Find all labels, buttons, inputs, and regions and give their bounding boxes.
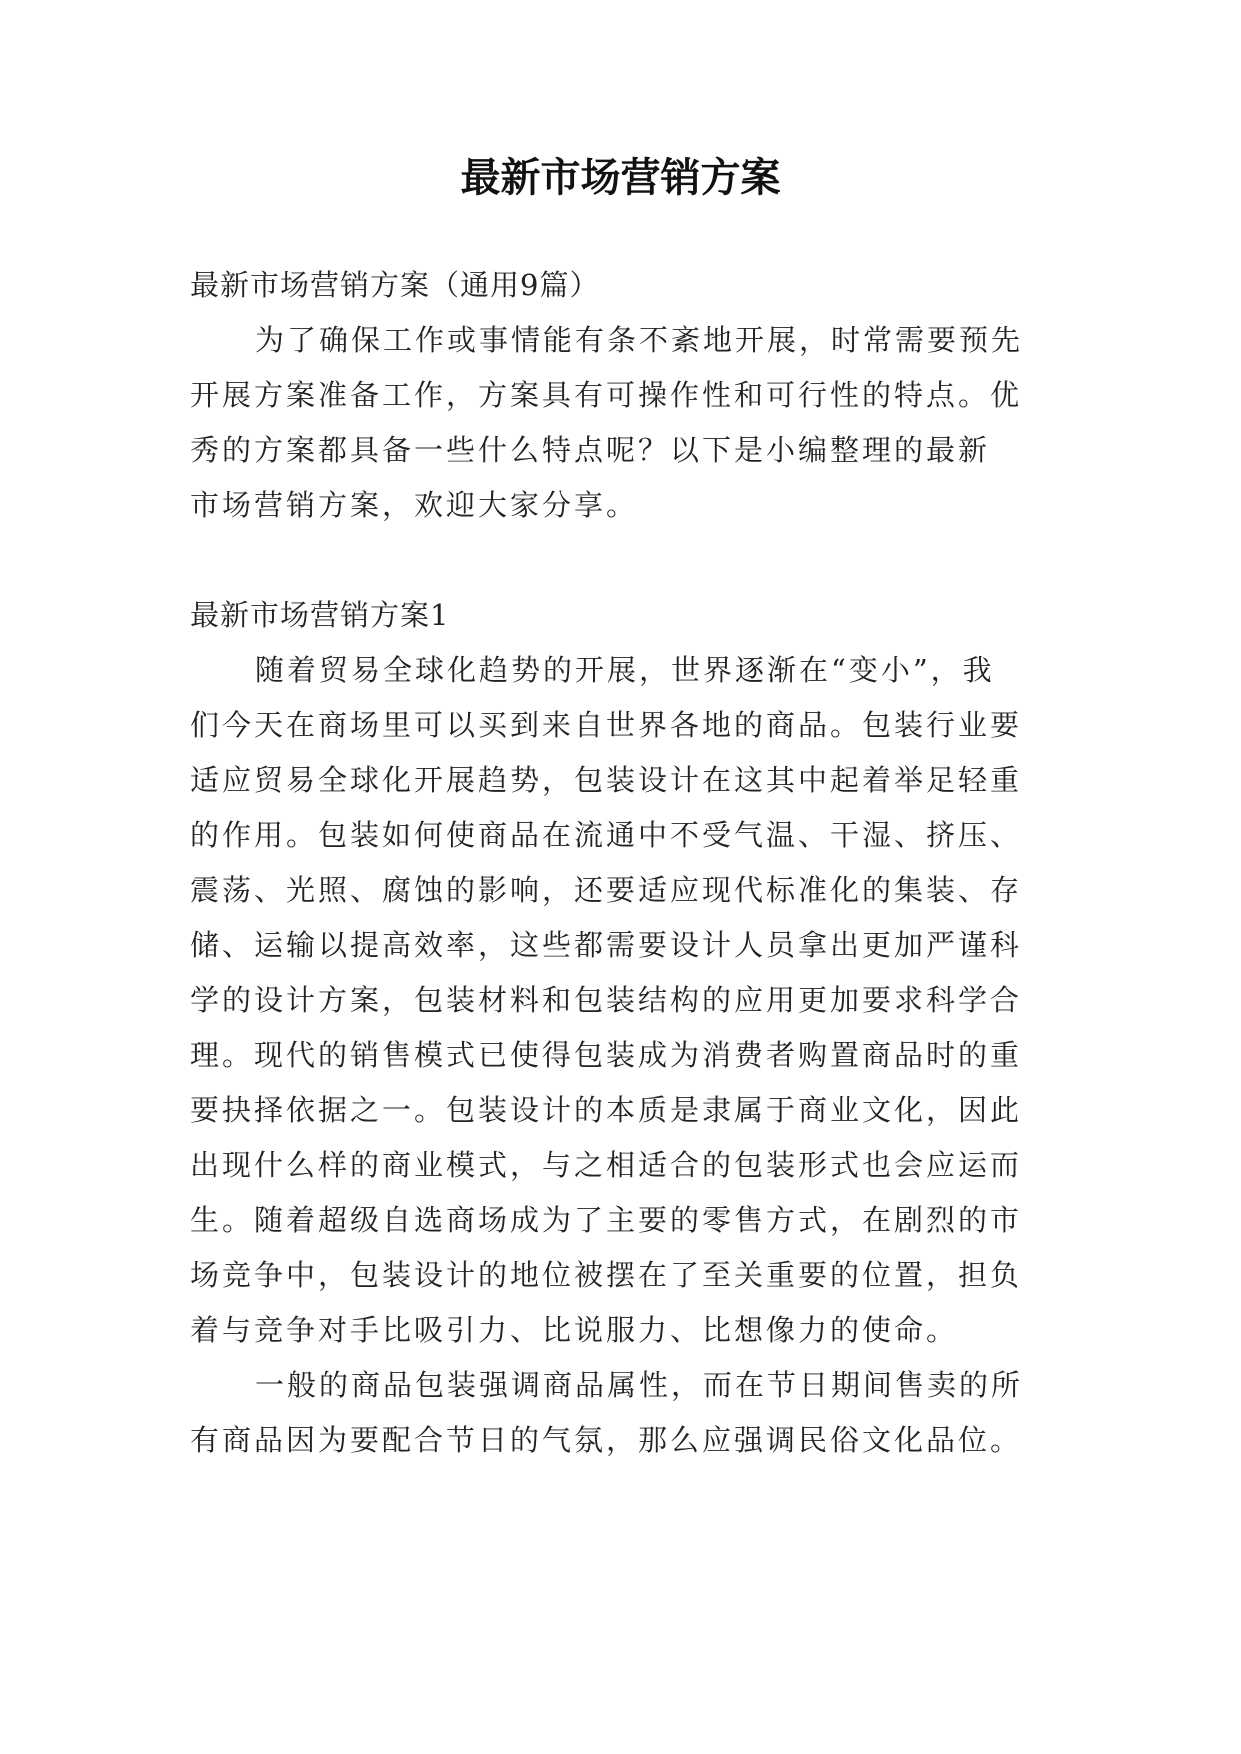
paragraph-line: 要抉择依据之一。包装设计的本质是隶属于商业文化，因此 [190,1093,1023,1127]
document-subtitle: 最新市场营销方案（通用9篇） [190,268,600,302]
paragraph-line: 秀的方案都具备一些什么特点呢？以下是小编整理的最新 [190,433,991,467]
paragraph-line: 场竞争中，包装设计的地位被摆在了至关重要的位置，担负 [190,1258,1023,1292]
paragraph-line: 随着贸易全球化趋势的开展，世界逐渐在“变小”，我 [255,653,995,687]
paragraph-line: 着与竞争对手比吸引力、比说服力、比想像力的使命。 [190,1313,959,1347]
section-heading: 最新市场营销方案1 [190,598,450,632]
paragraph-line: 震荡、光照、腐蚀的影响，还要适应现代标准化的集装、存 [190,873,1023,907]
paragraph-line: 有商品因为要配合节日的气氛，那么应强调民俗文化品位。 [190,1423,1023,1457]
section1-paragraph-1 [190,643,1050,1358]
paragraph-line: 一般的商品包装强调商品属性，而在节日期间售卖的所 [255,1368,1024,1402]
document-body [190,258,1050,1468]
paragraph-line: 的作用。包装如何使商品在流通中不受气温、干湿、挤压、 [190,818,1023,852]
paragraph-line: 们今天在商场里可以买到来自世界各地的商品。包装行业要 [190,708,1023,742]
paragraph-line: 市场营销方案，欢迎大家分享。 [190,488,639,522]
paragraph-line: 出现什么样的商业模式，与之相适合的包装形式也会应运而 [190,1148,1023,1182]
section1-paragraph-2 [190,1358,1050,1468]
paragraph-line: 生。随着超级自选商场成为了主要的零售方式，在剧烈的市 [190,1203,1023,1237]
paragraph-line: 开展方案准备工作，方案具有可操作性和可行性的特点。优 [190,378,1023,412]
paragraph-line: 储、运输以提高效率，这些都需要设计人员拿出更加严谨科 [190,928,1023,962]
paragraph-line: 理。现代的销售模式已使得包装成为消费者购置商品时的重 [190,1038,1023,1072]
paragraph-spacer [190,533,1050,588]
paragraph-line: 为了确保工作或事情能有条不紊地开展，时常需要预先 [255,323,1024,357]
paragraph-line: 适应贸易全球化开展趋势，包装设计在这其中起着举足轻重 [190,763,1023,797]
intro-paragraph [190,313,1050,533]
document-title: 最新市场营销方案 [460,154,781,201]
paragraph-line: 学的设计方案，包装材料和包装结构的应用更加要求科学合 [190,983,1023,1017]
